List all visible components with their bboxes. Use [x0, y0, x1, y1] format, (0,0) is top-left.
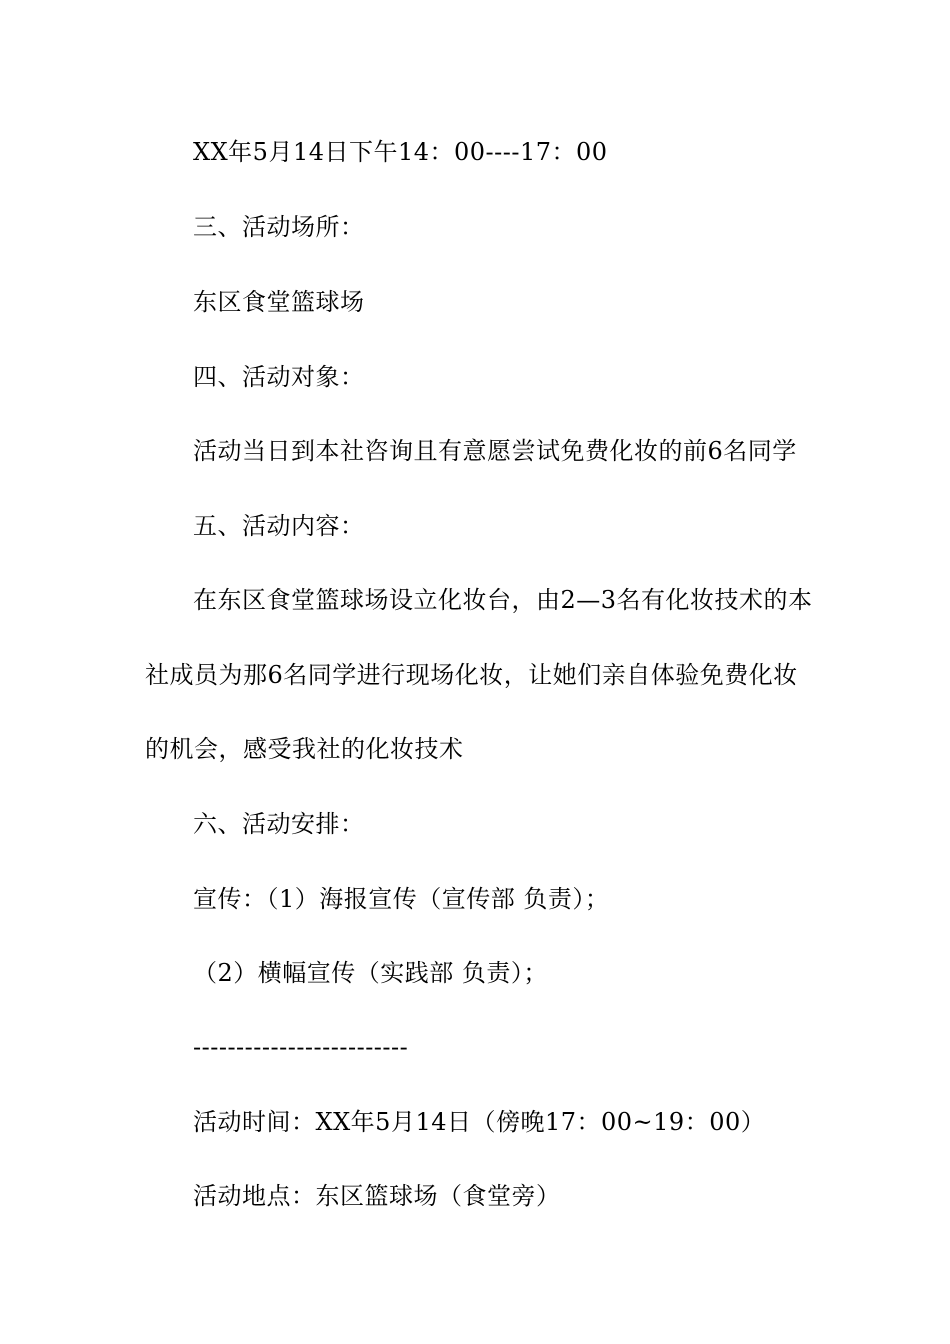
section-heading-arrangement: 六、活动安排： [193, 810, 365, 838]
publicity-line-2: （2）横幅宣传（实践部 负责）； [193, 959, 548, 987]
content-paragraph-line-3: 的机会，感受我社的化妆技术 [145, 735, 464, 763]
event-time-line: 活动时间：XX年5月14日（傍晚17：00~19：00） [193, 1108, 766, 1136]
section-heading-venue: 三、活动场所： [193, 213, 365, 241]
content-paragraph-line-2: 社成员为那6名同学进行现场化妆，让她们亲自体验免费化妆 [145, 661, 798, 689]
section-heading-content: 五、活动内容： [193, 512, 365, 540]
activity-time-line: XX年5月14日下午14：00----17：00 [193, 138, 608, 166]
event-location-line: 活动地点：东区篮球场（食堂旁） [193, 1182, 561, 1210]
content-paragraph-line-1: 在东区食堂篮球场设立化妆台，由2—3名有化妆技术的本 [193, 586, 813, 614]
venue-text: 东区食堂篮球场 [193, 288, 365, 316]
dashed-separator: ------------------------- [193, 1033, 409, 1061]
section-heading-target: 四、活动对象： [193, 363, 365, 391]
target-text: 活动当日到本社咨询且有意愿尝试免费化妆的前6名同学 [193, 437, 797, 465]
publicity-line-1: 宣传：（1）海报宣传（宣传部 负责）； [193, 885, 610, 913]
